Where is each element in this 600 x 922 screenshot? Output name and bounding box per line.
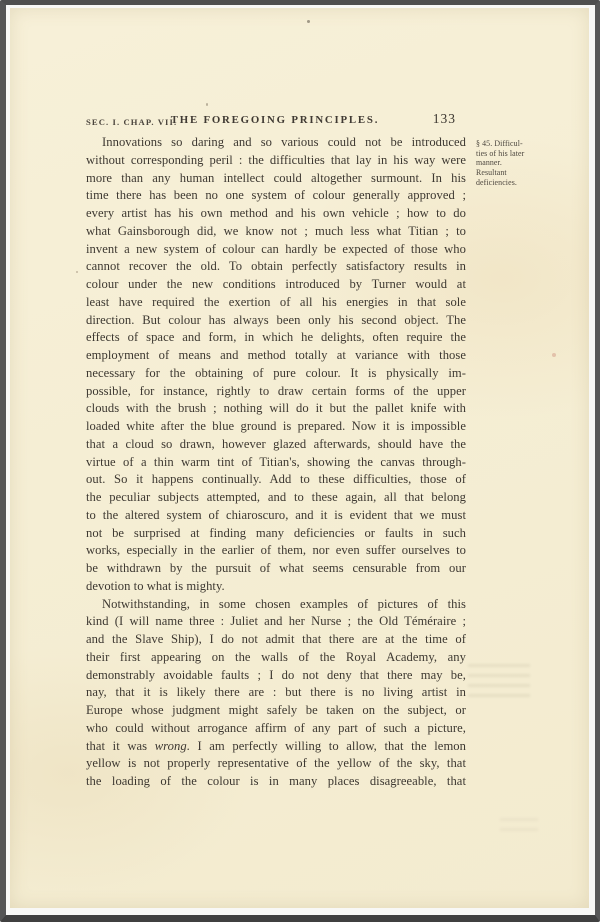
text-line-with-italic <box>86 738 466 756</box>
running-title: THE FOREGOING PRINCIPLES. <box>170 114 380 126</box>
text-line: their first appearing on the walls of the Royal Academy, any <box>86 649 466 664</box>
text-line: clouds with the brush ; nothing will do it but the pallet knife with <box>86 401 466 416</box>
text-line: devotion to what is mighty. <box>86 578 225 593</box>
text-line: out. So it happens continually. Add to these difficulties, those of <box>86 472 466 487</box>
italic-word: wrong <box>154 738 187 753</box>
ink-showthrough-smudge <box>468 660 530 704</box>
paper-speck <box>206 103 208 106</box>
text-line: loaded white after the blue ground is prepared. Now it is impossible <box>86 419 466 433</box>
paper-speck <box>76 271 78 273</box>
text-line: works, especially in the earlier of them, nor even suffer ourselves to <box>86 543 466 558</box>
text-line: the loading of the colour is in many places disagreeable, that <box>86 774 466 788</box>
text-line: Innovations so daring and so various could not be introduced <box>102 135 466 149</box>
paragraph-2 <box>86 596 466 791</box>
text-line: the peculiar subjects attempted, and to these again, all that belong <box>86 490 466 504</box>
section-chapter-label: SEC. I. CHAP. VII. <box>86 117 178 127</box>
main-text-column <box>86 134 466 791</box>
text-line: colour under the new conditions introduced by Turner would at <box>86 277 466 291</box>
text-line: who could without arrogance affirm of any part of such a picture, <box>86 720 466 735</box>
text-line: Europe whose judgment might safely be taken on the subject, or <box>86 703 466 717</box>
text-segment: that it was <box>86 738 155 753</box>
text-line: yellow is not properly representative of the yellow of the sky, that <box>86 756 466 771</box>
text-line: necessary for the obtaining of pure colour. It is physically im- <box>86 365 466 380</box>
text-line: least have required the exertion of all his energies in that sole <box>86 294 466 309</box>
text-line: what Gainsborough did, we know not ; much less what Titian ; to <box>86 223 466 238</box>
paper-speck <box>307 20 310 23</box>
text-line: not be surprised at finding many deficiencies or faults in such <box>86 525 466 540</box>
text-line: that a cloud so drawn, however glazed afterwards, should have the <box>86 436 466 451</box>
text-line: demonstrably avoidable faults ; I do not deny that there may be, <box>86 667 466 682</box>
margin-note-line: manner. <box>476 158 502 168</box>
margin-note-line: ties of his later <box>476 148 525 158</box>
text-line: employment of means and method totally at variance with those <box>86 348 466 362</box>
running-head <box>86 111 464 129</box>
text-line: nay, that it is likely there are : but there is no living artist in <box>86 685 466 700</box>
text-segment: . I am perfectly willing to allow, that the lemon <box>186 738 466 753</box>
text-line: to the altered system of chiaroscuro, and it is evident that we must <box>86 507 466 522</box>
ink-showthrough-smudge <box>500 814 538 834</box>
page-number: 133 <box>432 111 456 126</box>
text-line: and the Slave Ship), I do not admit that there are at the time of <box>86 632 466 646</box>
text-line: Notwithstanding, in some chosen examples of pictures of this <box>102 596 466 611</box>
paper-speck <box>552 353 556 357</box>
margin-note <box>476 139 562 188</box>
margin-note-line: § 45. Difficul- <box>476 139 523 148</box>
text-line: every artist has his own method and his own vehicle ; how to do <box>86 206 466 220</box>
paragraph-1 <box>86 134 466 596</box>
text-line: possible, for instance, rightly to draw certain forms of the upper <box>86 383 466 398</box>
text-line: invent a new system of colour can hardly be expected of those who <box>86 241 466 256</box>
book-page <box>10 8 589 908</box>
text-line: kind (I will name three : Juliet and her Nurse ; the Old Téméraire ; <box>86 614 466 629</box>
margin-note-line: Resultant <box>476 168 507 178</box>
text-line: virtue of a thin warm tint of Titian's, showing the canvas through- <box>86 454 466 469</box>
text-line: time there has been no one system of colour generally approved ; <box>86 188 466 203</box>
text-line: be withdrawn by the pursuit of what seems censurable from our <box>86 561 466 575</box>
text-line: cannot recover the old. To obtain perfectly satisfactory results in <box>86 259 466 274</box>
text-line: effects of space and form, in which he delights, often require the <box>86 330 466 345</box>
margin-note-line: deficiencies. <box>476 177 517 187</box>
text-line: without corresponding peril : the difficulties that lay in his way were <box>86 152 466 167</box>
text-line: more than any human intellect could altogether surmount. In his <box>86 170 466 185</box>
text-line: direction. But colour has always been only his second object. The <box>86 312 466 327</box>
